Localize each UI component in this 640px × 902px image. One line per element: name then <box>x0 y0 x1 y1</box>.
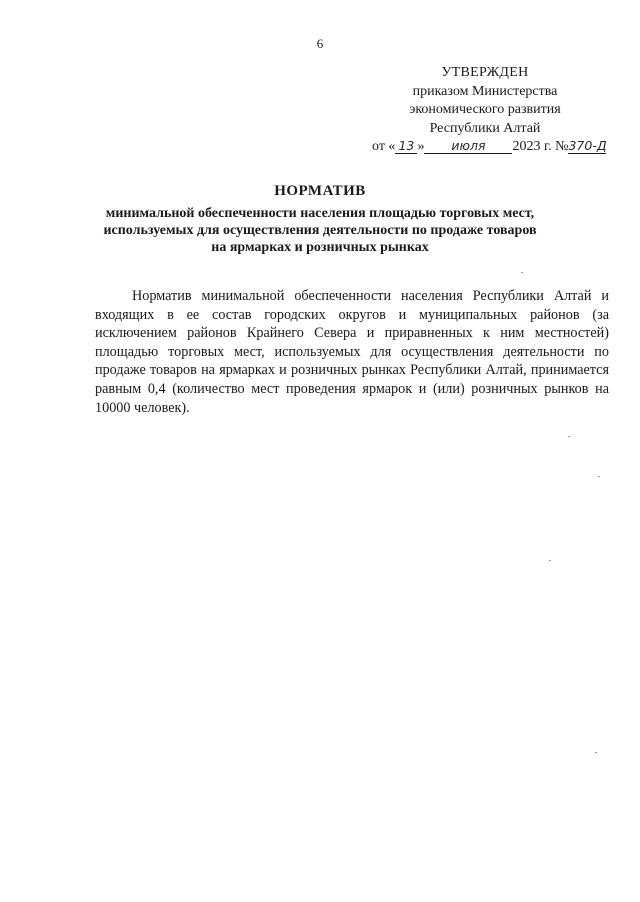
approval-date-line <box>372 138 610 157</box>
document-heading <box>80 183 560 256</box>
scan-speck <box>598 476 600 477</box>
date-month-handwritten: июля <box>424 139 512 154</box>
date-year: 2023 г. № <box>512 139 569 154</box>
scan-speck <box>521 272 523 273</box>
scan-speck <box>568 436 570 437</box>
heading-line-1: минимальной обеспеченности населения площадью торговых мест, <box>105 206 535 221</box>
approval-line-ministry: приказом Министерства <box>412 83 558 99</box>
heading-title: НОРМАТИВ <box>274 183 366 199</box>
date-day-handwritten: 13 <box>395 139 417 154</box>
scan-speck <box>595 752 597 753</box>
order-number-handwritten: 370-Д <box>568 138 607 153</box>
date-mid: » <box>417 139 425 154</box>
heading-line-3: на ярмарках и розничных рынках <box>211 240 429 255</box>
approval-line-republic: Республики Алтай <box>429 120 541 136</box>
page-number: 6 <box>316 36 324 51</box>
heading-line-2: используемых для осуществления деятельности по продаже товаров <box>103 223 537 238</box>
approval-stamp <box>360 64 610 157</box>
approved-label: УТВЕРЖДЕН <box>441 65 529 80</box>
scan-speck <box>549 560 551 561</box>
approval-line-economy: экономического развития <box>409 102 561 117</box>
body-paragraph: Норматив минимальной обеспеченности населения Республики Алтай и входящих в ее состав городских округов и муниципальных районов (за исключением районов Крайнего Севера и приравненных к ним местностей) площадью торговых мест, используемых для осуществления деятельности по продаже товаров на ярмарках и розничных рынках Республики Алтай, принимается равным 0,4 (количество мест проведения ярмарок и (или) розничных рынков на 10000 человек). <box>95 288 609 416</box>
date-prefix: от « <box>372 139 396 154</box>
